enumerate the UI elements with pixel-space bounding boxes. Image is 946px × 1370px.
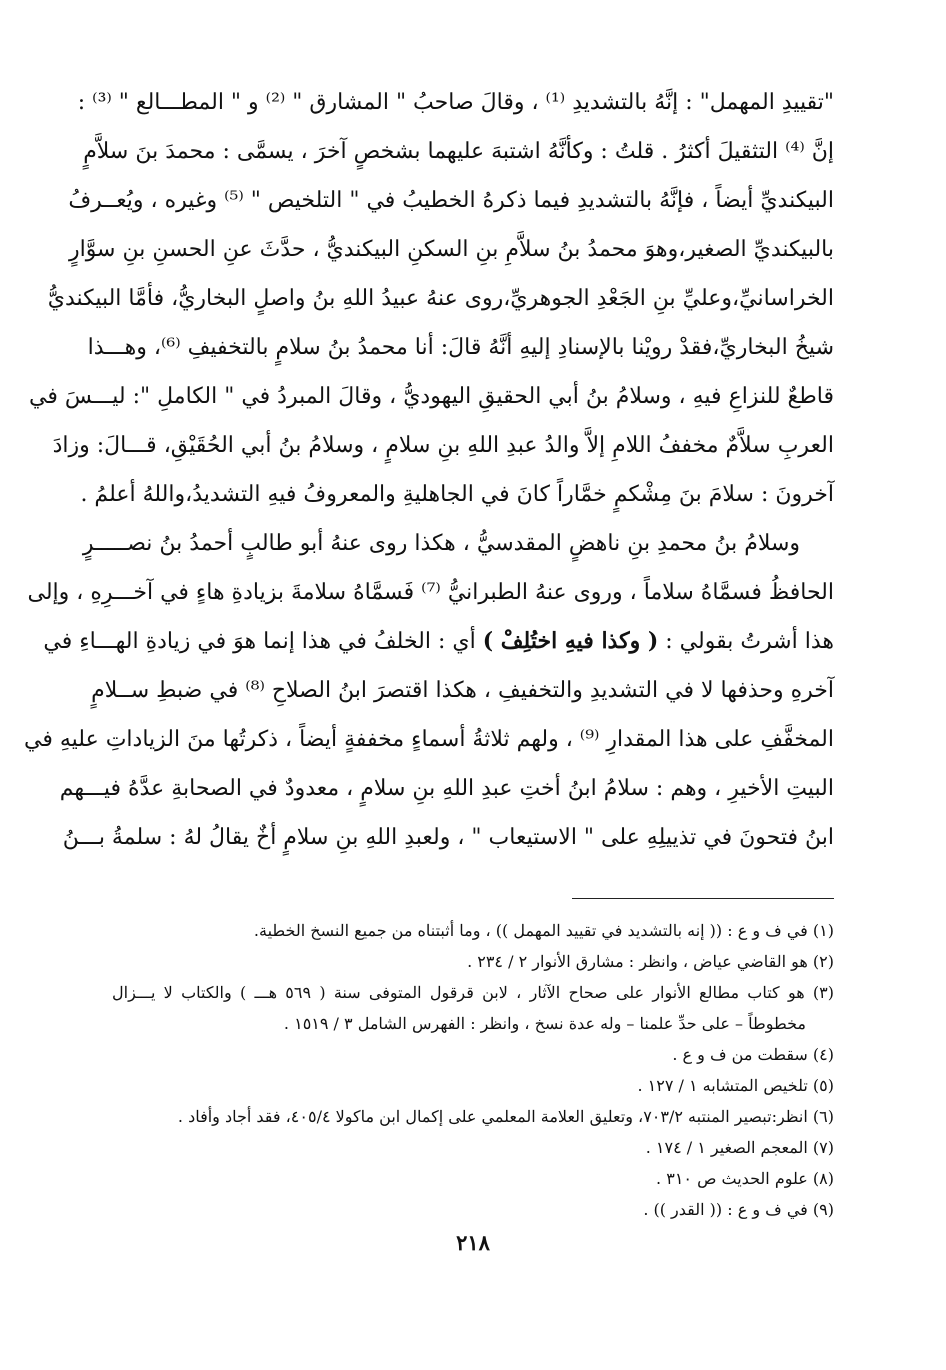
text-line: آخرونَ : سلامَ بنَ مِشْكمٍ خمَّاراً كانَ في الجاهليةِ والمعروفُ فيهِ التشديدُ،واللهُ أعلمُ . (80, 482, 834, 507)
text-line: البيتِ الأخيرِ ، وهم : سلامُ ابنُ أختِ عبدِ اللهِ بنِ سلامٍ ، معدودٌ في الصحابةِ عدَّهُ فيـــهم (59, 776, 834, 801)
footnote: (٤) سقطت من ف و ع . (672, 1045, 834, 1064)
page-number: ٢١٨ (456, 1230, 490, 1255)
text-line: بالبيكنديِّ الصغير،وهوَ محمدُ بنُ سلاَّمِ بنِ السكنِ البيكنديُّ ، حدَّثَ عنِ الحسنِ بنِ سوَّارٍ (68, 237, 834, 262)
footnote: (٣) هو كتاب مطالع الأنوار على صحاح الآثار ، لابن قرقول المتوفى سنة ( ٥٦٩ هـــ ) والكتاب لا يـــزال (112, 983, 835, 1002)
text-line: قاطعٌ للنزاعِ فيهِ ، وسلامُ بنُ أبي الحقيقِ اليهوديُّ ، وقالَ المبردُ في " الكاملِ ": ليـــسَ في (29, 384, 834, 409)
text-line: "تقييدِ المهمل" : إنَّهُ بالتشديدِ ⁽¹⁾ ، وقالَ صاحبُ " المشارق " ⁽²⁾ و " المطـــالع " ⁽³⁾ : (77, 90, 834, 115)
verse-quote: ( وكذا فيهِ اختُلِفْ ) (482, 628, 659, 654)
footnote-continuation: مخطوطاً – على حدِّ علمنا – وله عدة نسخ ، وانظر : الفهرس الشامل ٣ / ١٥١٩ . (283, 1014, 806, 1033)
text-line: الخراسانيِّ،وعليِّ بنِ الجَعْدِ الجوهريِّ،روى عنهُ عبيدُ اللهِ بنُ واصلٍ البخاريُّ، فأمَّا البيكنديُّ (47, 286, 834, 311)
footnote: (٩) في ف و ع : (( القدر )) . (643, 1200, 834, 1219)
main-text (24, 78, 834, 862)
footnote: (٧) المعجم الصغير ١ / ١٧٤ . (645, 1138, 834, 1157)
footnote: (٢) هو القاضي عياض ، وانظر : مشارق الأنوار ٢ / ٢٣٤ . (467, 952, 834, 971)
footnotes (112, 915, 834, 1225)
text-line: ابنُ فتحونَ في تذييلِهِ على " الاستيعاب " ، ولعبدِ اللهِ بنِ سلامٍ أخٌ يقالُ لهُ : سلمةُ بـــنُ (62, 825, 834, 850)
footnote: (٨) علوم الحديث ص ٣١٠ . (656, 1169, 834, 1188)
text-segment: هذا أشرتُ بقولي : (665, 629, 834, 654)
text-line: شيخُ البخاريِّ،فقدْ رويْنا بالإسنادِ إليهِ أنَّهُ قالَ: أنا محمدُ بنُ سلامٍ بالتخفيفِ ⁽⁶⁾، وهـــذا (87, 335, 834, 360)
footnote: (٦) انظر:تبصير المنتبه ٧٠٣/٢، وتعليق العلامة المعلمي على إكمال ابن ماكولا ٤٠٥/٤، فقد أجاد وأفاد . (177, 1107, 834, 1126)
text-line: العربِ سلاَّمٌ مخففُ اللامِ إلاَّ والدُ عبدِ اللهِ بنِ سلامٍ ، وسلامُ بنُ أبي الحُقَيْقِ، قـــالَ: وزادَ (52, 433, 834, 458)
text-line-with-verse (43, 617, 834, 666)
paragraph-start-line: وسلامُ بنُ محمدِ بنِ ناهضٍ المقدسيُّ ، هكذا روى عنهُ أبو طالبٍ أحمدُ بنُ نصـــــرٍ (82, 531, 800, 556)
footnote-separator (572, 898, 834, 899)
text-segment: أي : الخلفُ في هذا إنما هوَ في زيادةِ الهـــاءِ في (43, 629, 476, 654)
text-line: إنَّ ⁽⁴⁾ التثقيلَ أكثرُ . قلتُ : وكأنَّهُ اشتبهَ عليهما بشخصٍ آخرَ ، يسمَّى : محمدَ بنَ سلاَّمٍ (83, 139, 834, 164)
text-line: البيكنديِّ أيضاً ، فإنَّهُ بالتشديدِ فيما ذكرهُ الخطيبُ في " التلخيص " ⁽⁵⁾ وغيره ، ويُعــرفُ (68, 188, 834, 213)
footnote: (٥) تلخيص المتشابه ١ / ١٢٧ . (637, 1076, 834, 1095)
text-line: آخرهِ وحذفها لا في التشديدِ والتخفيفِ ، هكذا اقتصرَ ابنُ الصلاحِ ⁽⁸⁾ في ضبطِ ســلامٍ (91, 678, 834, 703)
text-line: الحافظُ فسمَّاهُ سلاماً ، وروى عنهُ الطبرانيُّ ⁽⁷⁾ فَسمَّاهُ سلامةَ بزيادةِ هاءٍ في آخـــرِهِ ، وإلى (27, 580, 834, 605)
footnote: (١) في ف و ع : (( إنه بالتشديد في تقييد المهمل )) ، وما أثبتناه من جميع النسخ الخطية. (253, 921, 834, 940)
text-line: المخفَّفِ على هذا المقدارِ ⁽⁹⁾ ، ولهم ثلاثةُ أسماءٍ مخففةٍ أيضاً ، ذكرتُها منَ الزياداتِ عليهِ في (24, 727, 834, 752)
